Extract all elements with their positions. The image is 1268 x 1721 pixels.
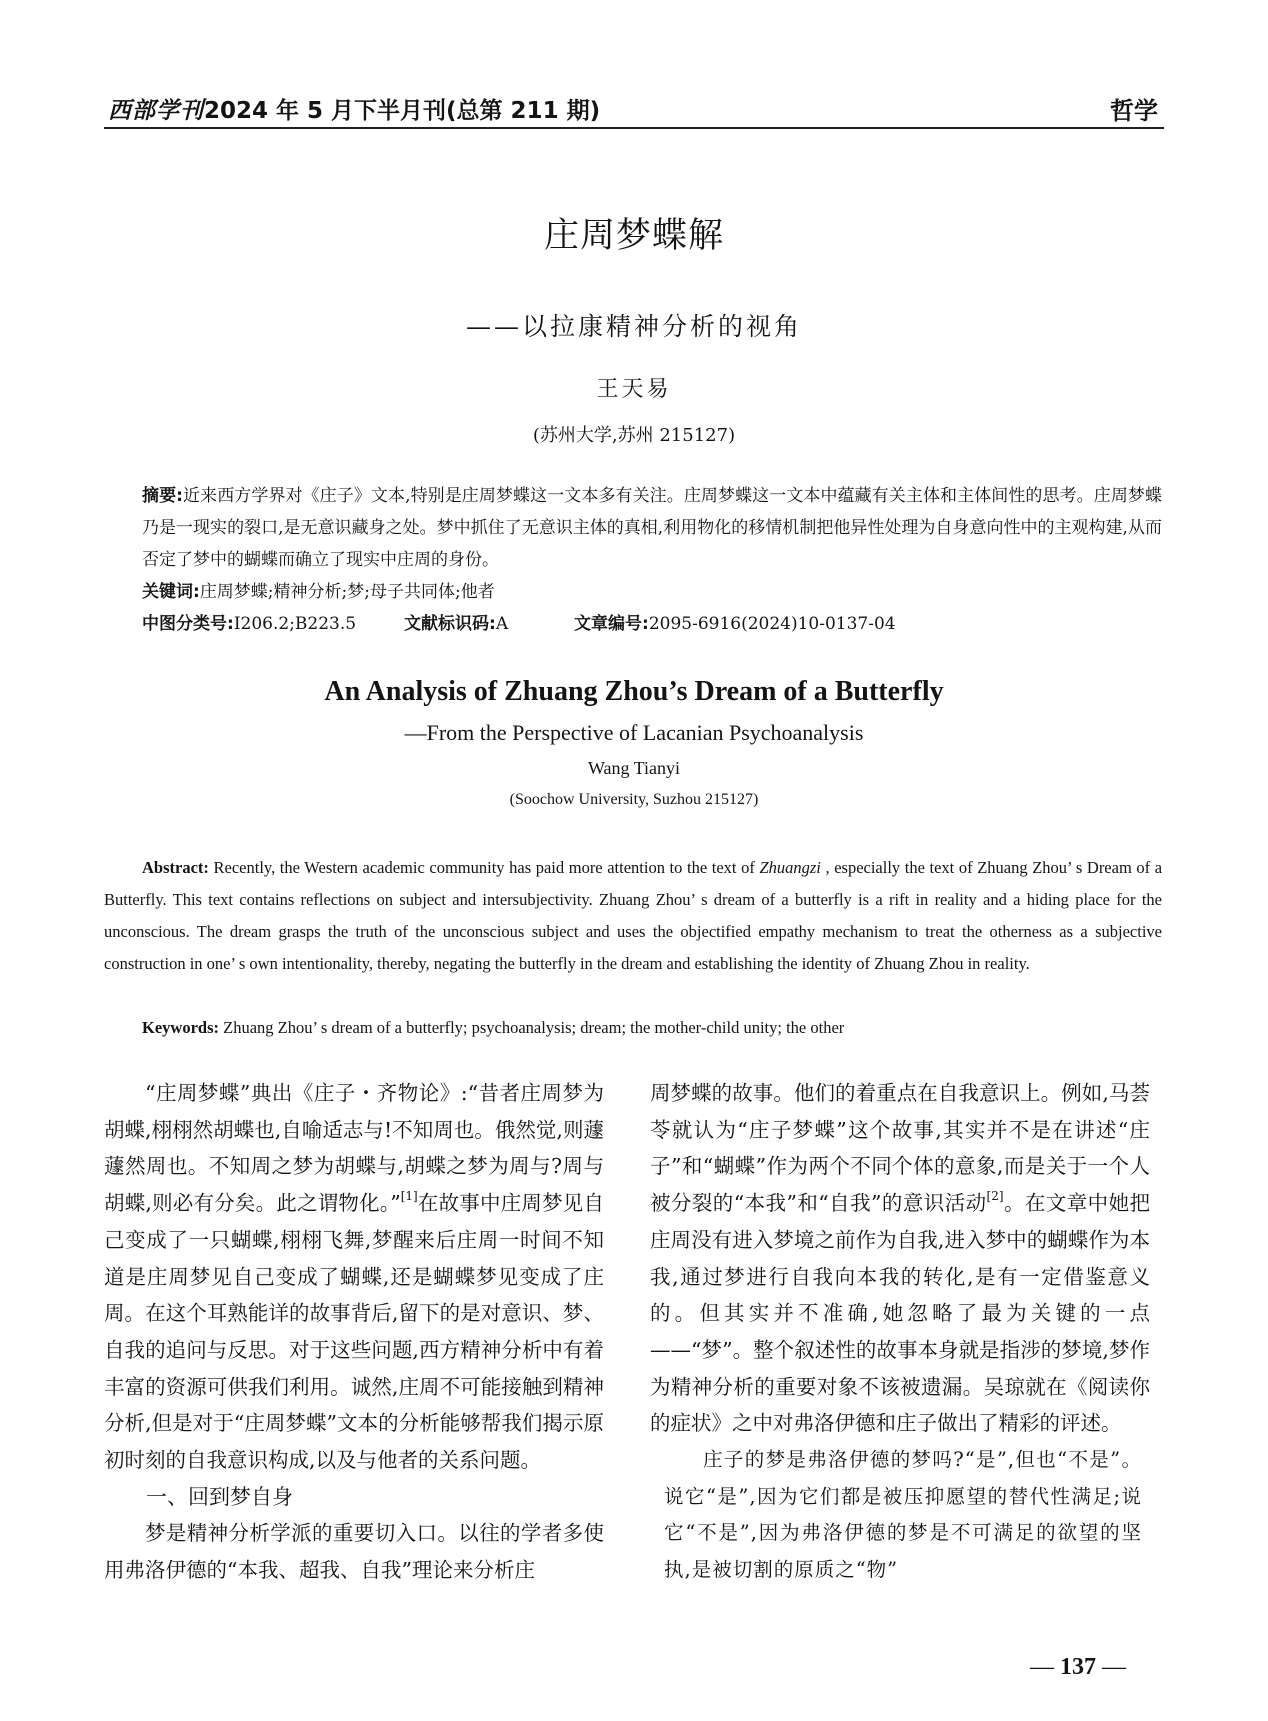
running-header-left bbox=[108, 92, 600, 125]
doc-value: A bbox=[495, 614, 509, 634]
abstract-en bbox=[104, 852, 1162, 980]
page-number: — 137 — bbox=[1030, 1654, 1126, 1680]
section-label: 哲学 bbox=[1110, 97, 1158, 125]
block-quote: 庄子的梦是弗洛伊德的梦吗?“是”,但也“不是”。说它“是”,因为它们都是被压抑愿望的替代性满足;说它“不是”,因为弗洛伊德的梦是不可满足的欲望的坚执,是被切割的原质之“物” bbox=[664, 1448, 1142, 1582]
body-paragraph bbox=[650, 1075, 1150, 1442]
abstract-en-text-2: , especially the text of Zhuang Zhou’ s Dream of a Butterfly. This text contains reflections on subject and intersubjectivity. Zhuang Zhou’ s dream of a butterfly is a rift in reality and a hiding place for the unconscious. The dream grasps the truth of the unconscious subject and uses the objectified empathy mechanism to treat the otherness as a subjective construction in one’ s own intentionality, thereby, negating the butterfly in the dream and establishing the identity of Zhuang Zhou in reality. bbox=[104, 858, 1163, 973]
article-number bbox=[574, 608, 896, 640]
clc-code bbox=[142, 608, 404, 640]
keywords-cn-label: 关键词: bbox=[142, 582, 200, 602]
keywords-cn bbox=[142, 576, 1162, 608]
author-cn: 王天易 bbox=[596, 377, 672, 402]
paragraph-text: 在故事中庄周梦见自己变成了一只蝴蝶,栩栩飞舞,梦醒来后庄周一时间不知道是庄周梦见自己变成了蝴蝶,还是蝴蝶梦见变成了庄周。在这个耳熟能详的故事背后,留下的是对意识、梦、自我的追问与反思。对于这些问题,西方精神分析中有着丰富的资源可供我们利用。诚然,庄周不可能接触到精神分析,但是对于“庄周梦蝶”文本的分析能够帮我们揭示原初时刻的自我意识构成,以及与他者的关系问题。 bbox=[104, 1191, 604, 1473]
abstract-cn-label: 摘要: bbox=[142, 486, 183, 506]
abstract-cn-text: 近来西方学界对《庄子》文本,特别是庄周梦蝶这一文本多有关注。庄周梦蝶这一文本中蕴藏有关主体和主体间性的思考。庄周梦蝶乃是一现实的裂口,是无意识藏身之处。梦中抓住了无意识主体的真相,利用物化的移情机制把他异性处理为自身意向性中的主观构建,从而否定了梦中的蝴蝶而确立了现实中庄周的身份。 bbox=[142, 486, 1162, 570]
article-label: 文章编号: bbox=[574, 614, 649, 634]
subtitle-en: —From the Perspective of Lacanian Psychoanalysis bbox=[404, 720, 864, 745]
doc-label: 文献标识码: bbox=[404, 614, 496, 634]
author-en: Wang Tianyi bbox=[587, 758, 681, 778]
keywords-en-label: Keywords: bbox=[142, 1018, 219, 1037]
affiliation-en: (Soochow University, Suzhou 215127) bbox=[509, 791, 759, 808]
page-number-value: 137 bbox=[1060, 1654, 1096, 1680]
doc-code bbox=[404, 608, 574, 640]
clc-value: I206.2;B223.5 bbox=[233, 614, 357, 634]
issue-info: 2024 年 5 月下半月刊(总第 211 期) bbox=[204, 98, 601, 124]
body-column-left bbox=[104, 1075, 604, 1589]
subtitle-cn: ——以拉康精神分析的视角 bbox=[465, 312, 802, 341]
abstract-cn bbox=[142, 480, 1162, 576]
classification-row bbox=[142, 608, 1162, 640]
article-value: 2095-6916(2024)10-0137-04 bbox=[648, 614, 896, 634]
abstract-en-italic: Zhuangzi bbox=[759, 858, 821, 877]
keywords-en bbox=[142, 1012, 1162, 1044]
keywords-cn-text: 庄周梦蝶;精神分析;梦;母子共同体;他者 bbox=[199, 582, 495, 602]
abstract-en-label: Abstract: bbox=[142, 858, 209, 877]
clc-label: 中图分类号: bbox=[142, 614, 234, 634]
affiliation-cn: (苏州大学,苏州 215127) bbox=[532, 425, 736, 446]
abstract-en-text-1: Recently, the Western academic community has paid more attention to the text of bbox=[213, 858, 755, 877]
header-rule bbox=[104, 127, 1164, 129]
paragraph-text: 周梦蝶的故事。他们的着重点在自我意识上。例如,马荟苓就认为“庄子梦蝶”这个故事,其实并不是在讲述“庄子”和“蝴蝶”作为两个不同个体的意象,而是关于一个人被分裂的“本我”和“自我”的意识活动 bbox=[650, 1081, 1150, 1216]
title-cn: 庄周梦蝶解 bbox=[543, 216, 724, 256]
body-column-right bbox=[650, 1075, 1150, 1589]
paragraph-text: “庄周梦蝶”典出《庄子・齐物论》:“昔者庄周梦为胡蝶,栩栩然胡蝶也,自喻适志与!不知周也。俄然觉,则蘧蘧然周也。不知周之梦为胡蝶与,胡蝶之梦为周与?周与胡蝶,则必有分矣。此之谓物化。” bbox=[104, 1081, 604, 1216]
citation-ref: [2] bbox=[986, 1189, 1004, 1204]
paragraph-text: 。在文章中她把庄周没有进入梦境之前作为自我,进入梦中的蝴蝶作为本我,通过梦进行自我向本我的转化,是有一定借鉴意义的。但其实并不准确,她忽略了最为关键的一点——“梦”。整个叙述性的故事本身就是指涉的梦境,梦作为精神分析的重要对象不该被遗漏。吴琼就在《阅读你的症状》之中对弗洛伊德和庄子做出了精彩的评述。 bbox=[650, 1191, 1151, 1436]
section-heading: 一、回到梦自身 bbox=[146, 1484, 293, 1509]
keywords-en-text: Zhuang Zhou’ s dream of a butterfly; psychoanalysis; dream; the mother-child unity; the other bbox=[223, 1018, 845, 1037]
title-en: An Analysis of Zhuang Zhou’s Dream of a Butterfly bbox=[324, 676, 944, 707]
citation-ref: [1] bbox=[400, 1189, 418, 1204]
body-paragraph: 梦是精神分析学派的重要切入口。以往的学者多使用弗洛伊德的“本我、超我、自我”理论来分析庄 bbox=[104, 1521, 604, 1583]
body-paragraph bbox=[104, 1075, 604, 1479]
journal-name: 西部学刊 bbox=[108, 97, 204, 124]
